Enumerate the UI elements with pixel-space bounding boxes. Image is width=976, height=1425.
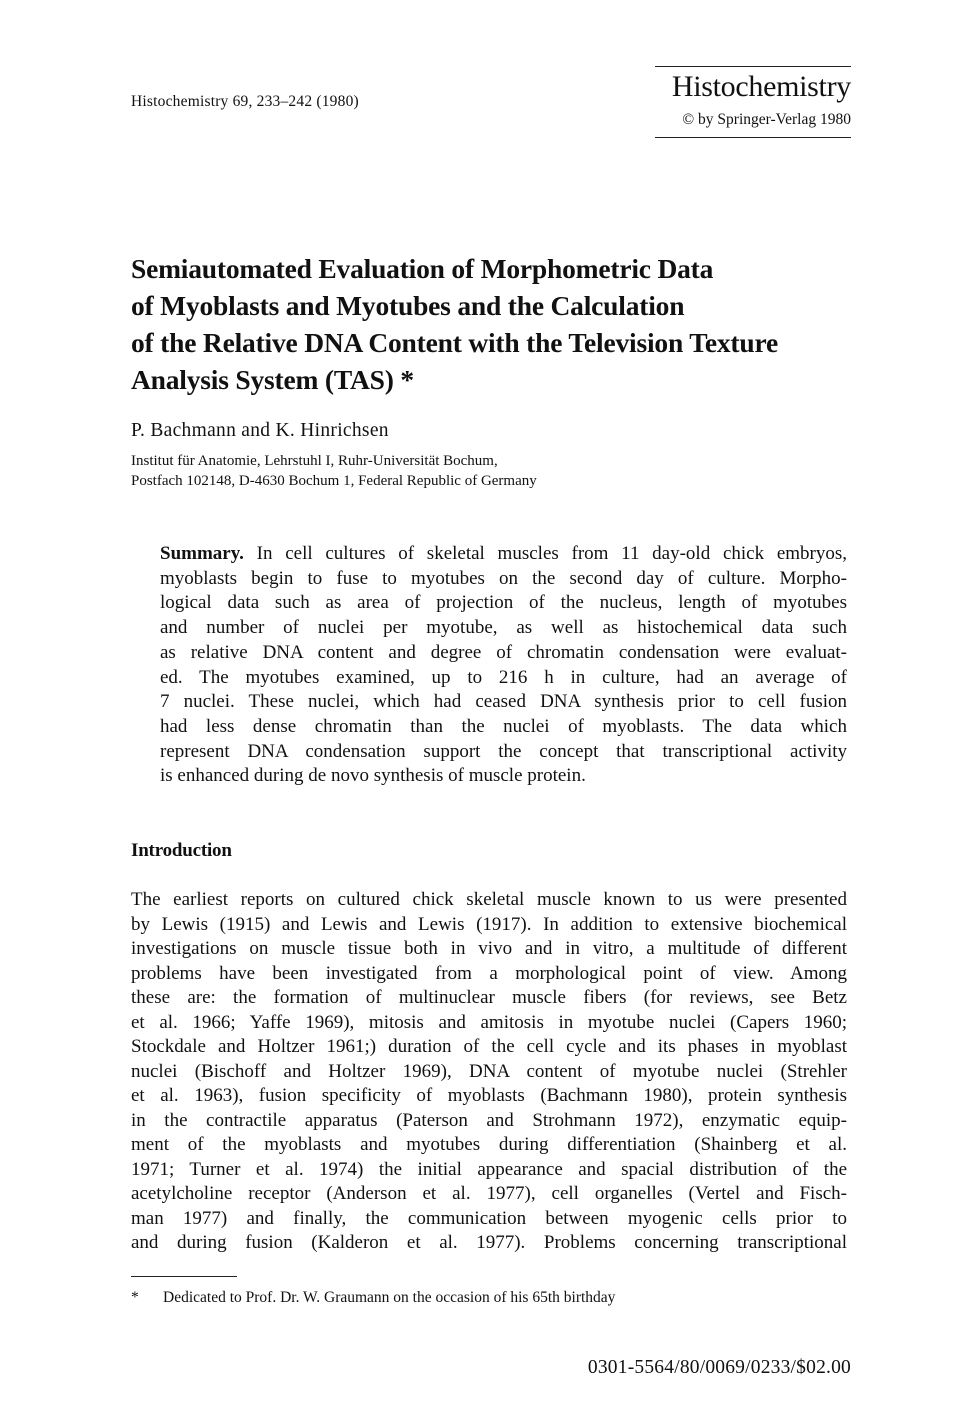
- summary-line: is enhanced during de novo synthesis of muscle protein.: [160, 765, 586, 787]
- summary-line: 7 nuclei. These nuclei, which had ceased DNA synthesis prior to cell fusion: [160, 691, 847, 713]
- journal-masthead: [655, 66, 851, 138]
- summary-line: had less dense chromatin than the nuclei of myoblasts. The data which: [160, 715, 847, 737]
- intro-line: by Lewis (1915) and Lewis and Lewis (1917). In addition to extensive biochemical: [131, 913, 847, 935]
- introduction-body: [131, 888, 847, 1256]
- title-line: of the Relative DNA Content with the Television Texture: [131, 327, 778, 358]
- affiliation-line: Postfach 102148, D-4630 Bochum 1, Federal Republic of Germany: [131, 473, 537, 489]
- intro-line: man 1977) and finally, the communication between myogenic cells prior to: [131, 1207, 847, 1229]
- intro-line: and during fusion (Kalderon et al. 1977). Problems concerning transcriptional: [131, 1232, 847, 1253]
- intro-line: investigations on muscle tissue both in vivo and in vitro, a multitude of different: [131, 938, 847, 959]
- intro-line: et al. 1963), fusion specificity of myoblasts (Bachmann 1980), protein synthesis: [131, 1085, 847, 1106]
- footnote-divider: [131, 1276, 237, 1277]
- footnote-text: Dedicated to Prof. Dr. W. Graumann on the occasion of his 65th birthday: [163, 1289, 616, 1306]
- title-line: of Myoblasts and Myotubes and the Calculation: [131, 290, 685, 321]
- title-line: Semiautomated Evaluation of Morphometric Data: [131, 253, 714, 284]
- summary-line: myoblasts begin to fuse to myotubes on the second day of culture. Morpho-: [160, 567, 847, 589]
- article-title: [131, 250, 851, 398]
- journal-name: Histochemistry: [671, 70, 851, 103]
- intro-line: acetylcholine receptor (Anderson et al. 1977), cell organelles (Vertel and Fisch-: [131, 1183, 847, 1204]
- intro-line: 1971; Turner et al. 1974) the initial appearance and spacial distribution of the: [131, 1158, 847, 1180]
- intro-line: et al. 1966; Yaffe 1969), mitosis and amitosis in myotube nuclei (Capers 1960;: [131, 1011, 847, 1033]
- intro-line: in the contractile apparatus (Paterson and Strohmann 1972), enzymatic equip-: [131, 1109, 847, 1131]
- summary-line: as relative DNA content and degree of chromatin condensation were evaluat-: [160, 641, 847, 663]
- affiliation-line: Institut für Anatomie, Lehrstuhl I, Ruhr-Universität Bochum,: [131, 453, 498, 469]
- intro-line: Stockdale and Holtzer 1961;) duration of the cell cycle and its phases in myoblast: [131, 1036, 847, 1057]
- footnote: [131, 1289, 615, 1307]
- affiliation: [131, 451, 537, 491]
- title-line: Analysis System (TAS) *: [131, 364, 414, 395]
- intro-line: these are: the formation of multinuclear muscle fibers (for reviews, see Betz: [131, 987, 847, 1008]
- summary-line: ed. The myotubes examined, up to 216 h in culture, had an average of: [160, 666, 847, 688]
- introduction-heading: Introduction: [131, 840, 232, 861]
- summary-line: logical data such as area of projection of the nucleus, length of myotubes: [160, 592, 847, 614]
- masthead-rule-top: [655, 66, 851, 67]
- masthead-rule-bottom: [655, 137, 851, 138]
- copyright-line: © by Springer-Verlag 1980: [682, 111, 851, 128]
- journal-citation: Histochemistry 69, 233–242 (1980): [131, 93, 359, 110]
- authors: P. Bachmann and K. Hinrichsen: [131, 420, 389, 441]
- summary-line: and number of nuclei per myotube, as well as histochemical data such: [160, 617, 847, 639]
- article-code: 0301-5564/80/0069/0233/$02.00: [587, 1357, 851, 1378]
- intro-line: The earliest reports on cultured chick skeletal muscle known to us were presented: [131, 889, 847, 910]
- summary-line: [160, 542, 847, 567]
- summary-abstract: [160, 542, 847, 789]
- intro-line: nuclei (Bischoff and Holtzer 1969), DNA content of myotube nuclei (Strehler: [131, 1060, 847, 1082]
- intro-line: ment of the myoblasts and myotubes during differentiation (Shainberg et al.: [131, 1134, 847, 1155]
- summary-line-text: In cell cultures of skeletal muscles from 11 day-old chick embryos,: [243, 543, 847, 564]
- summary-heading: Summary.: [160, 543, 244, 564]
- summary-line: represent DNA condensation support the concept that transcriptional activity: [160, 740, 847, 762]
- footnote-marker: *: [131, 1289, 139, 1306]
- intro-line: problems have been investigated from a morphological point of view. Among: [131, 962, 847, 984]
